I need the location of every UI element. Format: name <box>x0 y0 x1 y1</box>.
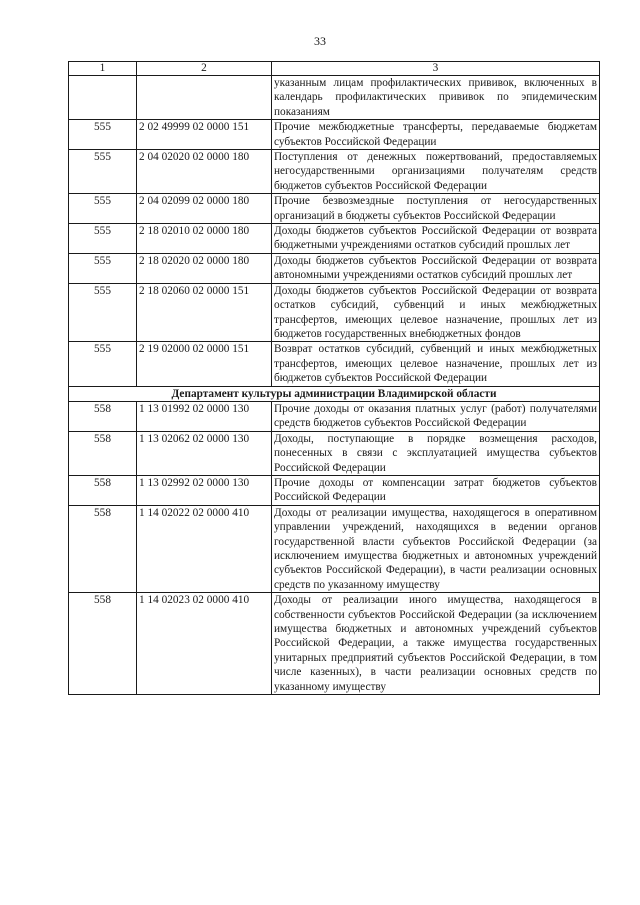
admin-code: 555 <box>69 120 137 150</box>
admin-code: 558 <box>69 593 137 695</box>
budget-code: 2 02 49999 02 0000 151 <box>137 120 272 150</box>
admin-code: 555 <box>69 224 137 254</box>
table-row <box>69 283 600 342</box>
budget-code: 2 19 02000 02 0000 151 <box>137 342 272 386</box>
budget-code: 2 18 02060 02 0000 151 <box>137 283 272 342</box>
table-row <box>69 475 600 505</box>
budget-code: 2 04 02099 02 0000 180 <box>137 194 272 224</box>
table-row <box>69 150 600 194</box>
budget-code: 2 18 02010 02 0000 180 <box>137 224 272 254</box>
description: Доходы бюджетов субъектов Российской Федерации от возврата автономными учреждениями остатков субсидий прошлых лет <box>272 253 600 283</box>
budget-code: 1 14 02022 02 0000 410 <box>137 505 272 592</box>
budget-code <box>137 76 272 120</box>
description: Возврат остатков субсидий, субвенций и иных межбюджетных трансфертов, имеющих целевое назначение, прошлых лет из бюджетов субъектов Российской Федерации <box>272 342 600 386</box>
table-row <box>69 120 600 150</box>
budget-code: 1 14 02023 02 0000 410 <box>137 593 272 695</box>
header-col-1: 1 <box>69 62 137 76</box>
admin-code: 558 <box>69 431 137 475</box>
budget-code: 2 04 02020 02 0000 180 <box>137 150 272 194</box>
table-row <box>69 593 600 695</box>
admin-code: 555 <box>69 342 137 386</box>
description: Доходы бюджетов субъектов Российской Федерации от возврата остатков субсидий, субвенций и иных межбюджетных трансфертов, имеющих целевое назначение, прошлых лет из бюджетов государственных внебюджетных фондов <box>272 283 600 342</box>
admin-code: 555 <box>69 150 137 194</box>
table-row <box>69 253 600 283</box>
table-row <box>69 401 600 431</box>
section-header-row <box>69 386 600 401</box>
table-row <box>69 194 600 224</box>
admin-code: 558 <box>69 505 137 592</box>
admin-code: 555 <box>69 253 137 283</box>
budget-code: 1 13 02992 02 0000 130 <box>137 475 272 505</box>
table-row <box>69 431 600 475</box>
description: Доходы бюджетов субъектов Российской Федерации от возврата бюджетными учреждениями остатков субсидий прошлых лет <box>272 224 600 254</box>
description: Доходы от реализации имущества, находящегося в оперативном управлении учреждений, находящихся в ведении органов государственной власти субъектов Российской Федерации (за исключением имущества бюджетных и автономных учреждений субъектов Российской Федерации), в части реализации основных средств по указанному имуществу <box>272 505 600 592</box>
page-number: 33 <box>314 34 326 48</box>
header-col-2: 2 <box>137 62 272 76</box>
header-col-3: 3 <box>272 62 600 76</box>
table-row <box>69 505 600 592</box>
description: Прочие доходы от оказания платных услуг (работ) получателями средств бюджетов субъектов Российской Федерации <box>272 401 600 431</box>
description: Прочие межбюджетные трансферты, передаваемые бюджетам субъектов Российской Федерации <box>272 120 600 150</box>
budget-codes-table <box>68 61 600 695</box>
budget-code: 2 18 02020 02 0000 180 <box>137 253 272 283</box>
table-row <box>69 224 600 254</box>
section-title: Департамент культуры администрации Владимирской области <box>69 386 600 401</box>
description: Прочие доходы от компенсации затрат бюджетов субъектов Российской Федерации <box>272 475 600 505</box>
description: указанным лицам профилактических прививок, включенных в календарь профилактических прививок по эпидемическим показаниям <box>272 76 600 120</box>
description: Доходы от реализации иного имущества, находящегося в собственности субъектов Российской Федерации (за исключением имущества бюджетных и автономных учреждений субъектов Российской Федерации, а также имущества государственных унитарных предприятий субъектов Российской Федерации, в том числе казенных), в части реализации основных средств по указанному имуществу <box>272 593 600 695</box>
admin-code <box>69 76 137 120</box>
table-header-row <box>69 62 600 76</box>
description: Прочие безвозмездные поступления от негосударственных организаций в бюджеты субъектов Российской Федерации <box>272 194 600 224</box>
budget-code: 1 13 01992 02 0000 130 <box>137 401 272 431</box>
description: Поступления от денежных пожертвований, предоставляемых негосударственными организациями получателям средств бюджетов субъектов Российской Федерации <box>272 150 600 194</box>
table-row <box>69 76 600 120</box>
description: Доходы, поступающие в порядке возмещения расходов, понесенных в связи с эксплуатацией имущества субъектов Российской Федерации <box>272 431 600 475</box>
table-row <box>69 342 600 386</box>
admin-code: 555 <box>69 194 137 224</box>
admin-code: 558 <box>69 401 137 431</box>
admin-code: 555 <box>69 283 137 342</box>
budget-code: 1 13 02062 02 0000 130 <box>137 431 272 475</box>
admin-code: 558 <box>69 475 137 505</box>
